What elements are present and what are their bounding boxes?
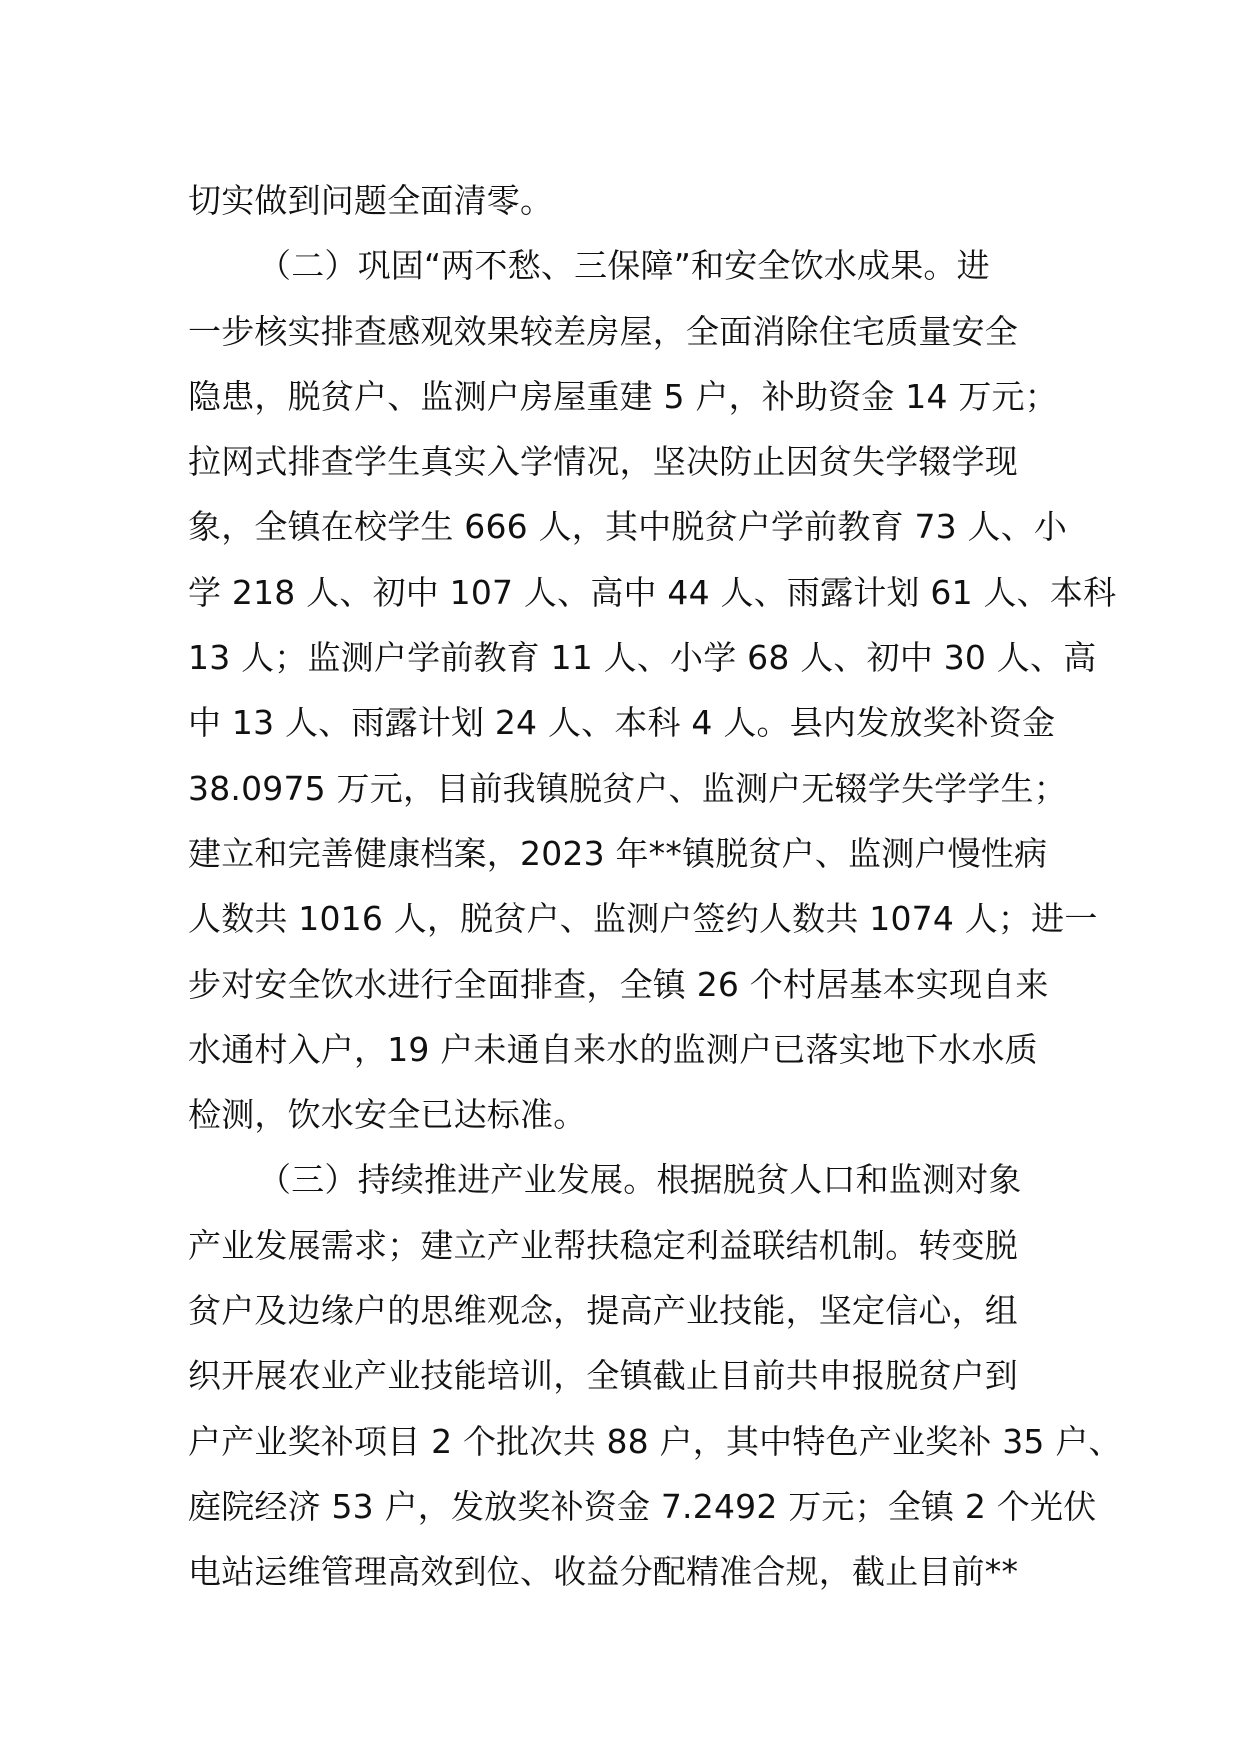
text-line: 人数共 1016 人，脱贫户、监测户签约人数共 1074 人；进一 <box>188 899 1098 939</box>
text-line: 38.0975 万元，目前我镇脱贫户、监测户无辍学失学学生； <box>188 768 1067 808</box>
text-line: 中 13 人、雨露计划 24 人、本科 4 人。县内发放奖补资金 <box>188 703 1056 743</box>
text-line: 学 218 人、初中 107 人、高中 44 人、雨露计划 61 人、本科 <box>188 572 1117 612</box>
text-line: 步对安全饮水进行全面排查，全镇 26 个村居基本实现自来 <box>188 964 1049 1004</box>
text-line: 建立和完善健康档案，2023 年**镇脱贫户、监测户慢性病 <box>188 833 1048 873</box>
text-line: 拉网式排查学生真实入学情况，坚决防止因贫失学辍学现 <box>188 442 1018 482</box>
text-line: 电站运维管理高效到位、收益分配精准合规，截止目前** <box>188 1552 1019 1592</box>
section-heading-line: （二）巩固“两不愁、三保障”和安全饮水成果。进 <box>258 246 990 286</box>
text-line: 贫户及边缘户的思维观念，提高产业技能，坚定信心，组 <box>188 1291 1018 1331</box>
text-line: 切实做到问题全面清零。 <box>188 181 554 220</box>
text-line: 户产业奖补项目 2 个批次共 88 户，其中特色产业奖补 35 户、 <box>188 1421 1122 1461</box>
text-line: 产业发展需求；建立产业帮扶稳定利益联结机制。转变脱 <box>188 1225 1018 1265</box>
section-heading-line: （三）持续推进产业发展。根据脱贫人口和监测对象 <box>258 1160 1022 1200</box>
text-line: 象，全镇在校学生 666 人，其中脱贫户学前教育 73 人、小 <box>188 507 1068 547</box>
text-line: 织开展农业产业技能培训，全镇截止目前共申报脱贫户到 <box>188 1356 1018 1396</box>
text-line: 一步核实排查感观效果较差房屋，全面消除住宅质量安全 <box>188 311 1018 351</box>
text-line: 水通村入户，19 户未通自来水的监测户已落实地下水水质 <box>188 1029 1038 1069</box>
text-line: 13 人；监测户学前教育 11 人、小学 68 人、初中 30 人、高 <box>188 638 1097 678</box>
text-line: 庭院经济 53 户，发放奖补资金 7.2492 万元；全镇 2 个光伏 <box>188 1486 1097 1526</box>
body-text <box>188 168 1122 1605</box>
text-line: 检测，饮水安全已达标准。 <box>188 1095 587 1135</box>
text-line: 隐患，脱贫户、监测户房屋重建 5 户，补助资金 14 万元； <box>188 376 1058 416</box>
